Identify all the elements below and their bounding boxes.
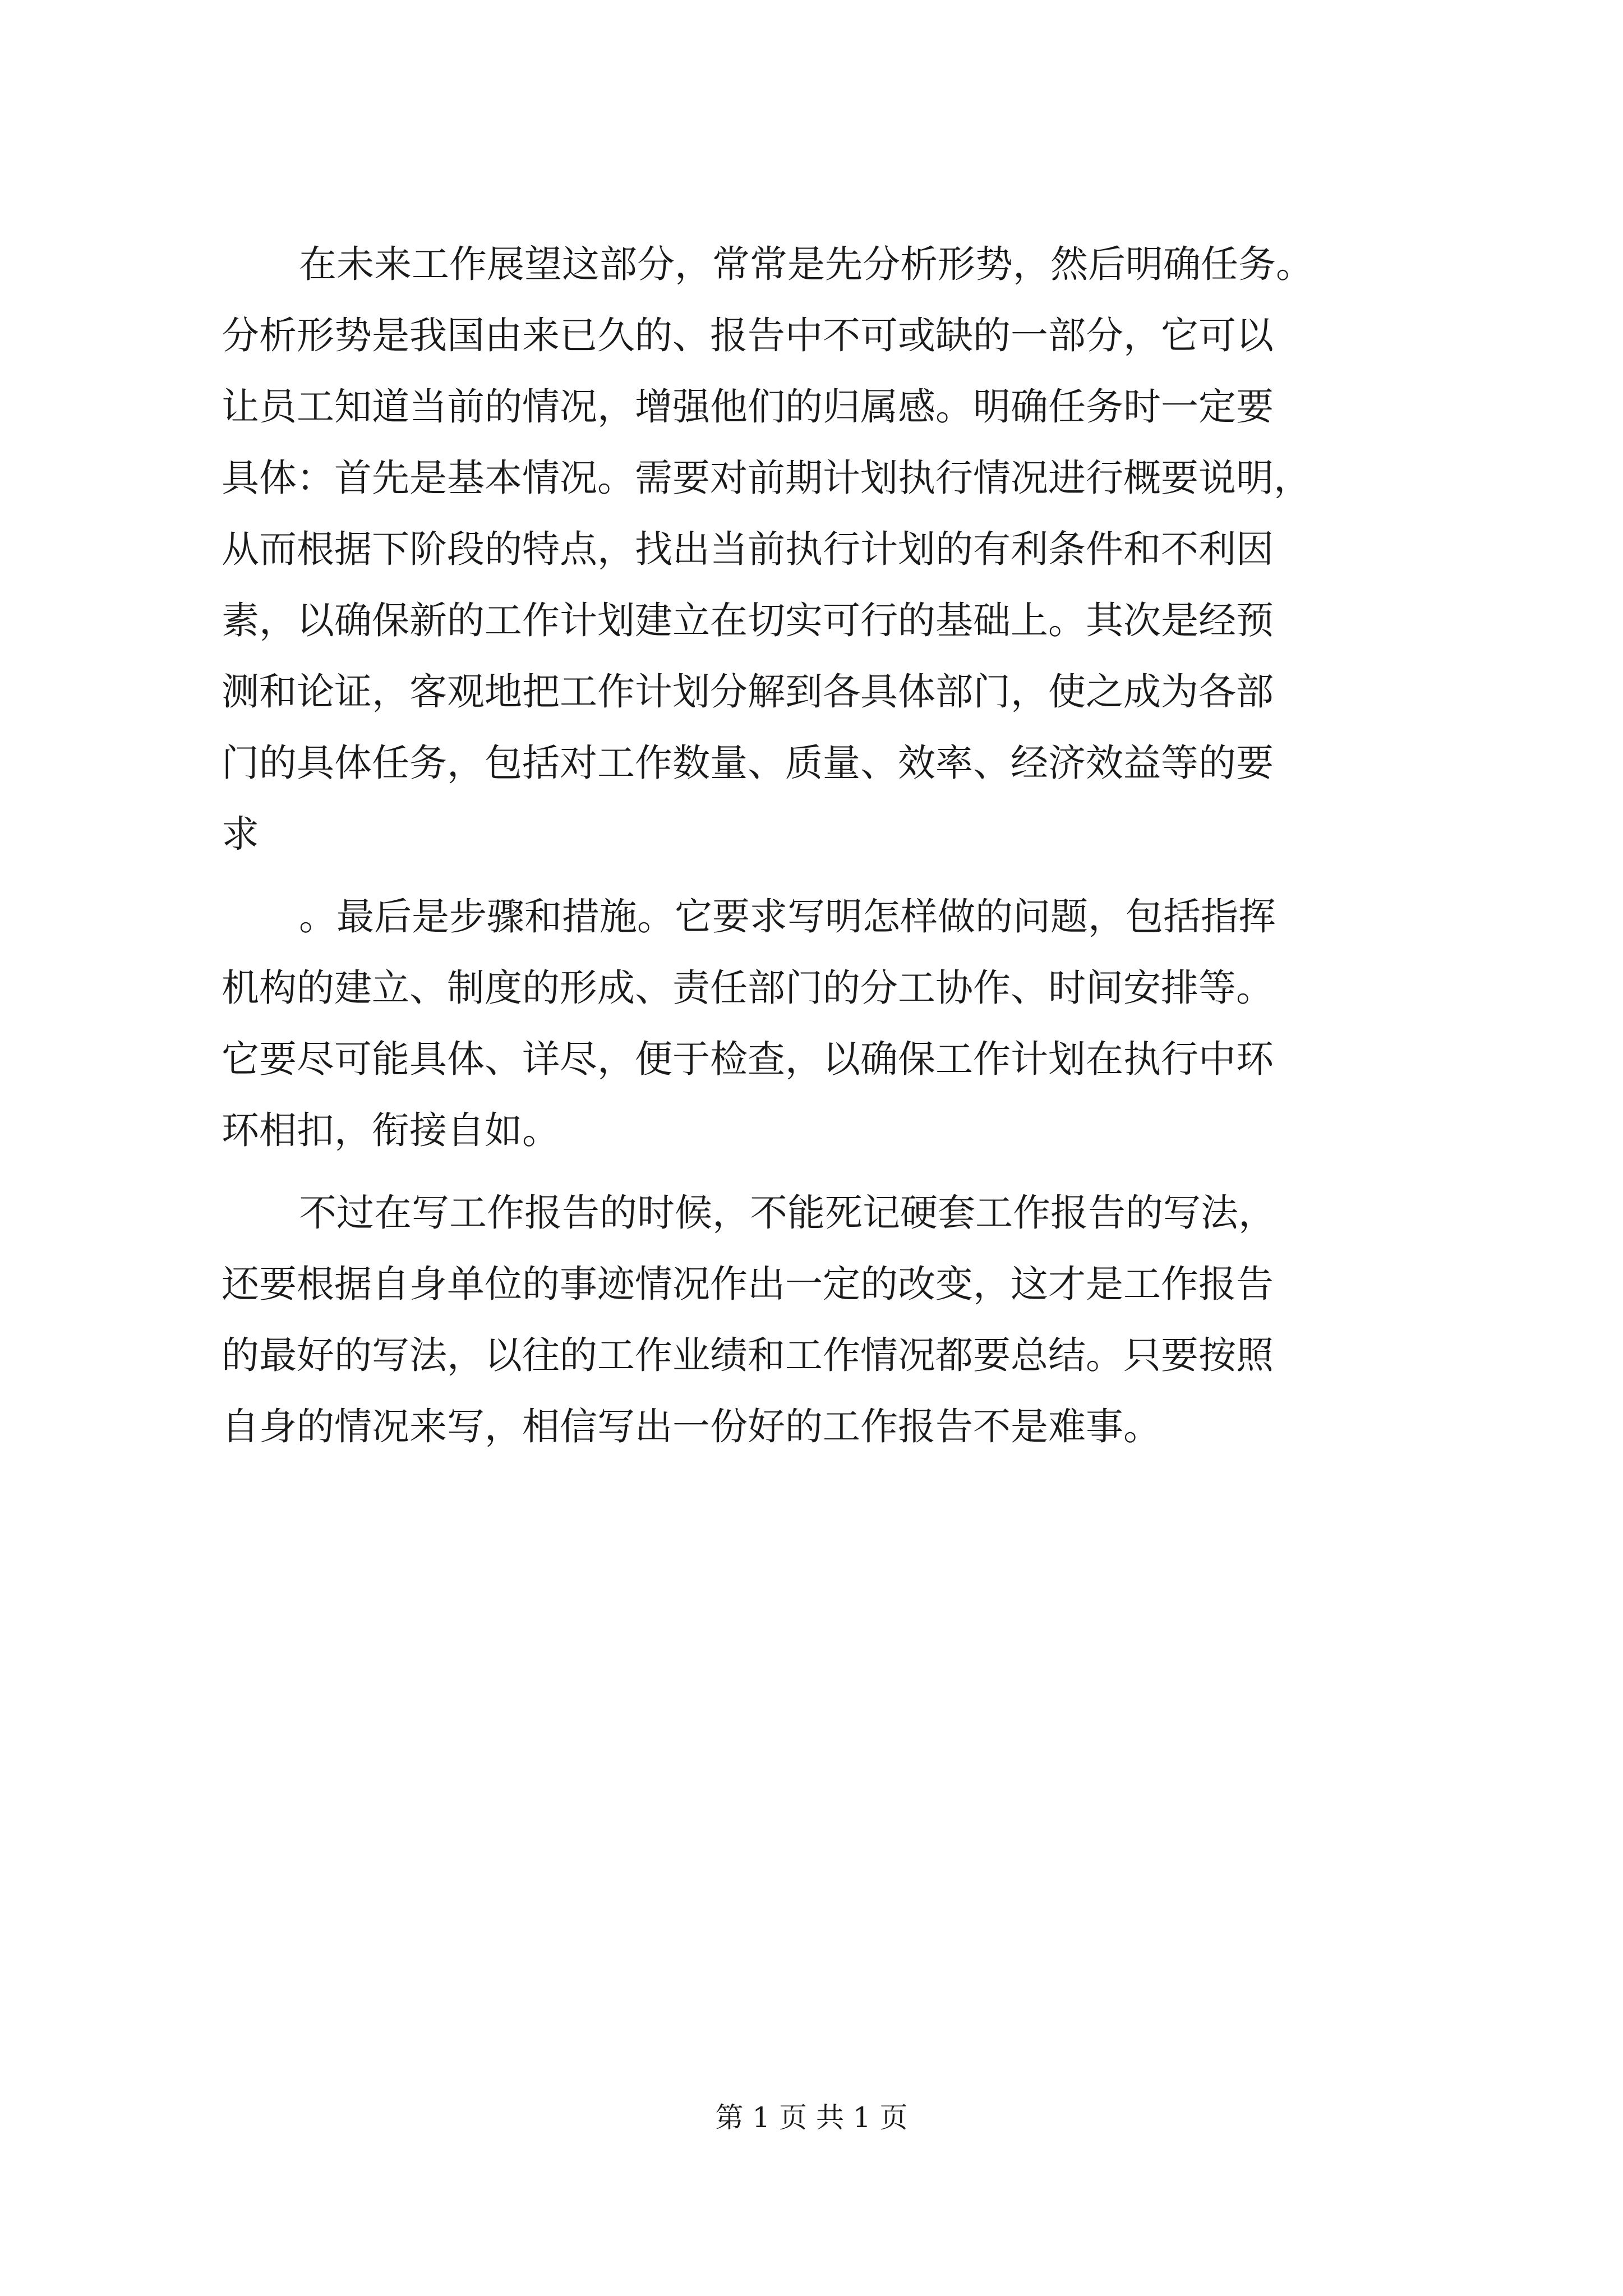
text-line: 求	[222, 812, 259, 856]
text-line: 还要根据自身单位的事迹情况作出一定的改变，这才是工作报告	[222, 1262, 1274, 1306]
text-line: 测和论证，客观地把工作计划分解到各具体部门，使之成为各部	[222, 670, 1274, 714]
text-line: 不过在写工作报告的时候，不能死记硬套工作报告的写法，	[299, 1191, 1276, 1235]
text-line: 从而根据下阶段的特点，找出当前执行计划的有利条件和不利因	[222, 527, 1274, 571]
text-line: 门的具体任务，包括对工作数量、质量、效率、经济效益等的要	[222, 741, 1274, 785]
page-number-footer: 第 1 页 共 1 页	[715, 2101, 908, 2134]
text-line: 让员工知道当前的情况，增强他们的归属感。明确任务时一定要	[222, 385, 1274, 429]
text-line: 在未来工作展望这部分，常常是先分析形势，然后明确任务。	[299, 242, 1313, 286]
text-line: 。最后是步骤和措施。它要求写明怎样做的问题，包括指挥	[299, 895, 1276, 938]
text-line: 具体：首先是基本情况。需要对前期计划执行情况进行概要说明，	[222, 456, 1311, 500]
text-line: 自身的情况来写，相信写出一份好的工作报告不是难事。	[222, 1405, 1161, 1448]
text-line: 分析形势是我国由来已久的、报告中不可或缺的一部分，它可以	[222, 314, 1274, 357]
paragraph-conclusion	[222, 1177, 1422, 1462]
text-line: 它要尽可能具体、详尽，便于检查，以确保工作计划在执行中环	[222, 1037, 1274, 1081]
document-body	[222, 229, 1422, 1462]
paragraph-steps	[222, 881, 1422, 1166]
text-line: 机构的建立、制度的形成、责任部门的分工协作、时间安排等。	[222, 966, 1274, 1010]
paragraph-outlook	[222, 229, 1422, 870]
text-line: 素，以确保新的工作计划建立在切实可行的基础上。其次是经预	[222, 599, 1274, 642]
text-line: 的最好的写法，以往的工作业绩和工作情况都要总结。只要按照	[222, 1333, 1274, 1377]
text-line: 环相扣，衔接自如。	[222, 1108, 560, 1152]
